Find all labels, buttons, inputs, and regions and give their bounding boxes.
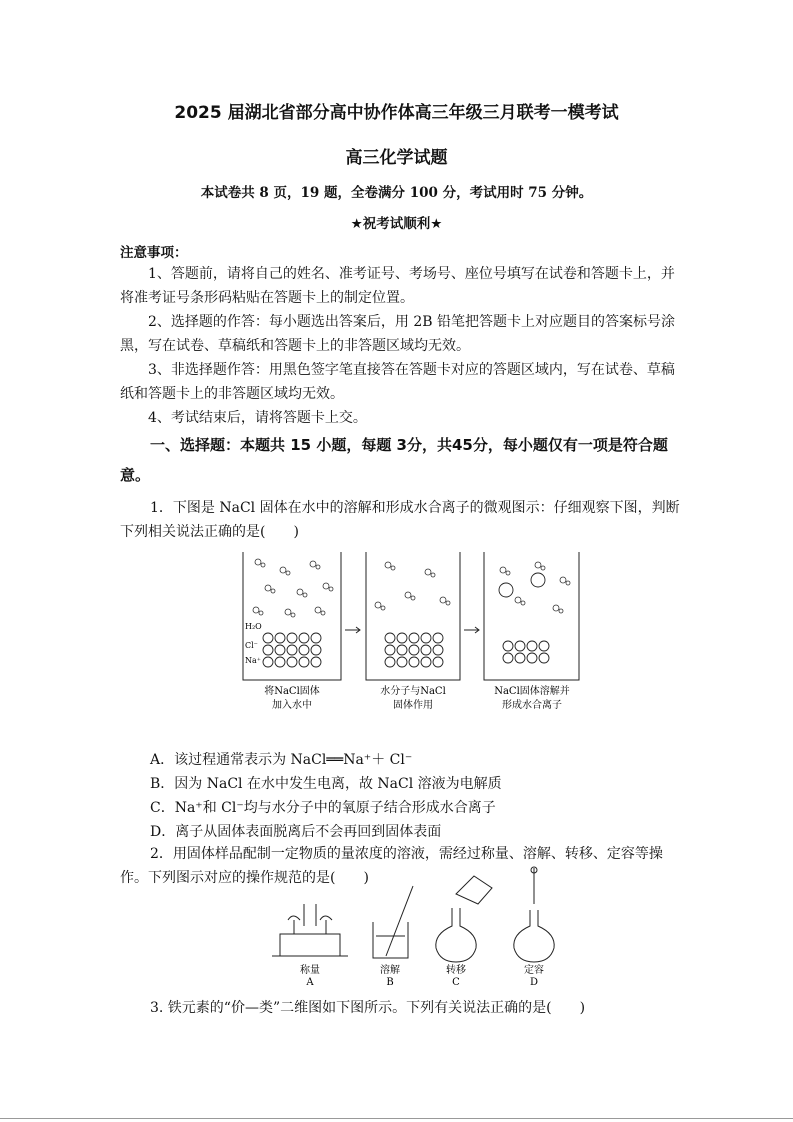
caption-2b: 固体作用 <box>393 700 433 711</box>
question-1-stem: 1．下图是 NaCl 固体在水中的溶解和形成水合离子的微观图示：仔细观察下图，判断下列相关说法正确的是( ) <box>120 500 680 540</box>
arrow-icon <box>464 627 479 633</box>
nacl-dissolution-diagram <box>238 550 583 720</box>
caption-1a: 将NaCl固体 <box>264 686 320 697</box>
section-heading: 一、选择题：本题共 15 小题，每题 3分，共45分，每小题仅有一项是符合题意。 <box>120 436 668 484</box>
subject-title: 高三化学试题 <box>345 148 448 168</box>
exam-title: 2025 届湖北省部分高中协作体高三年级三月联考一模考试 <box>174 103 619 123</box>
caption-3a: NaCl固体溶解并 <box>494 686 570 697</box>
page-bottom-rule <box>0 1118 793 1119</box>
question-3-stem: 3. 铁元素的“价—类”二维图如下图所示。下列有关说法正确的是( ) <box>150 1000 586 1016</box>
notice-heading: 注意事项： <box>120 245 188 261</box>
q1-option-b: B．因为 NaCl 在水中发生电离，故 NaCl 溶液为电解质 <box>150 776 502 792</box>
caption-weigh: 称量 <box>300 965 320 976</box>
notice-item-1: 1、答题前，请将自己的姓名、准考证号、考场号、座位号填写在试卷和答题卡上，并将准考证号条形码粘贴在答题卡上的制定位置。 <box>120 266 675 306</box>
good-luck-line: ★祝考试顺利★ <box>350 216 443 232</box>
caption-transfer: 转移 <box>446 965 466 976</box>
dropper-flask-icon <box>514 867 554 962</box>
arrow-icon <box>345 627 360 633</box>
nacl-dissolution-figure <box>238 550 583 720</box>
letter-a: A <box>306 977 314 988</box>
q1-option-d: D．离子从固体表面脱离后不会再回到固体表面 <box>150 824 442 840</box>
beaker-3 <box>484 552 579 680</box>
notice-item-3: 3、非选择题作答：用黑色签字笔直接答在答题卡对应的答题区域内，写在试卷、草稿纸和答题卡上的非答题区域均无效。 <box>120 362 675 402</box>
beaker-rod-icon <box>373 886 413 958</box>
beaker-2 <box>366 552 460 680</box>
balance-icon <box>272 904 348 956</box>
caption-3b: 形成水合离子 <box>502 700 562 711</box>
notice-item-2: 2、选择题的作答：每小题选出答案后，用 2B 铅笔把答题卡上对应题目的答案标号涂黑，写在试卷、草稿纸和答题卡上的非答题区域均无效。 <box>120 314 676 354</box>
transfer-icon <box>436 876 492 962</box>
q1-option-a: A．该过程通常表示为 NaCl══Na⁺＋ Cl⁻ <box>150 752 413 768</box>
caption-dissolve: 溶解 <box>380 965 400 976</box>
letter-c: C <box>452 977 460 988</box>
caption-volume: 定容 <box>524 965 544 976</box>
notice-item-4: 4、考试结束后，请将答题卡上交。 <box>148 410 367 426</box>
lab-operations-figure <box>268 864 568 990</box>
q1-option-c: C．Na⁺和 Cl⁻均与水分子中的氧原子结合形成水合离子 <box>150 800 496 816</box>
label-water: H₂O <box>245 622 262 631</box>
exam-info: 本试卷共 8 页，19 题，全卷满分 100 分，考试用时 75 分钟。 <box>200 185 593 201</box>
label-chloride: Cl⁻ <box>245 641 258 650</box>
letter-b: B <box>386 977 394 988</box>
label-sodium: Na⁺ <box>245 656 261 665</box>
caption-2a: 水分子与NaCl <box>380 686 446 697</box>
letter-d: D <box>529 977 539 988</box>
lab-operations-diagram <box>268 864 568 990</box>
question-2-stem: 2．用固体样品配制一定物质的量浓度的溶液，需经过称量、溶解、转移、定容等操作。下列图示对应的操作规范的是( ) <box>120 846 663 886</box>
caption-1b: 加入水中 <box>272 700 312 711</box>
water-molecules <box>253 559 570 617</box>
nacl-crystal <box>263 573 549 667</box>
